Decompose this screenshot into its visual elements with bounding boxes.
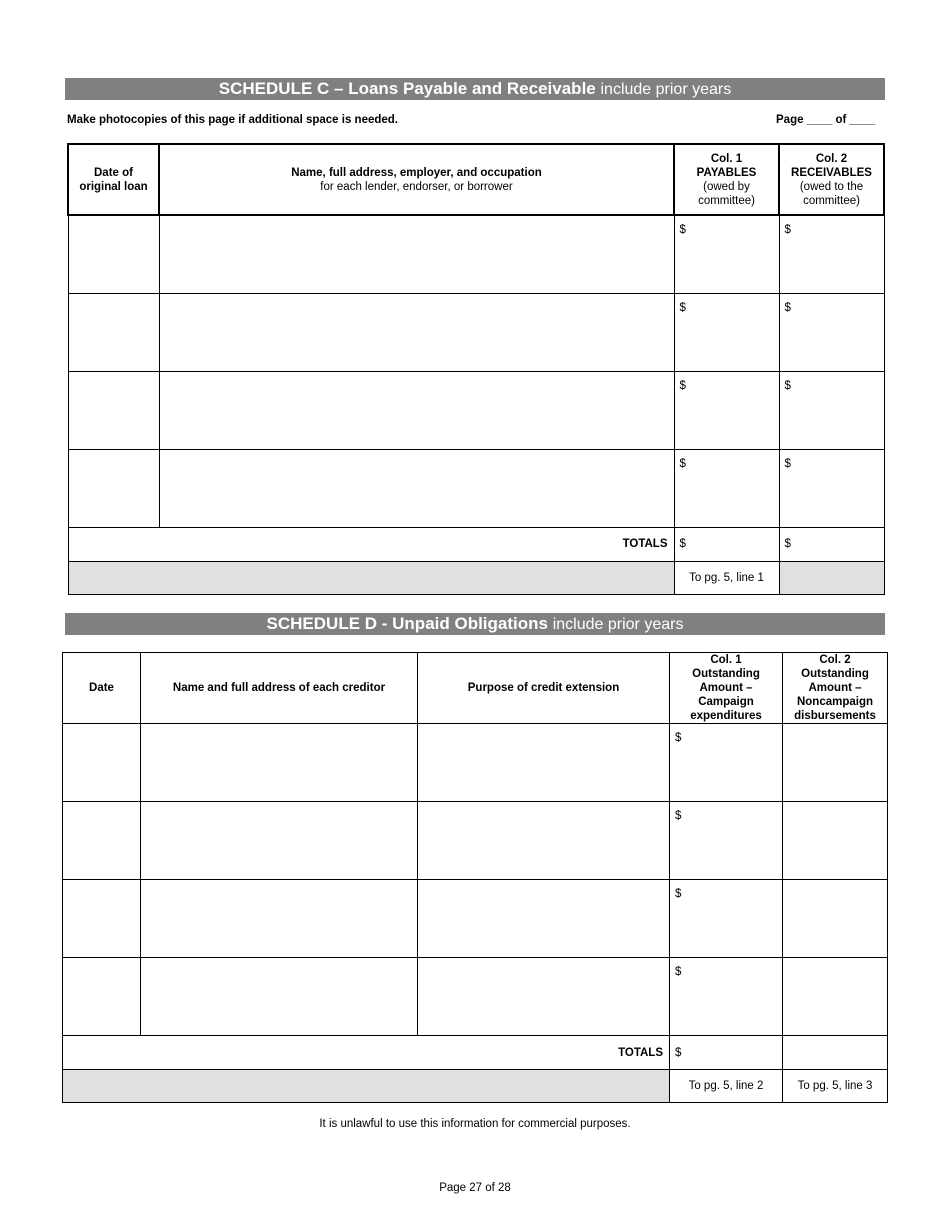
photocopy-note: Make photocopies of this page if additional space is needed. bbox=[67, 114, 399, 126]
campaign-reference: To pg. 5, line 2 bbox=[670, 1070, 783, 1103]
schedule-c-title bbox=[65, 78, 885, 100]
schedule-d-header-row bbox=[63, 653, 888, 724]
table-row bbox=[63, 724, 888, 802]
table-row bbox=[68, 449, 884, 527]
campaign-amount-cell[interactable]: $ bbox=[670, 880, 783, 958]
noncampaign-amount-cell[interactable] bbox=[783, 802, 888, 880]
header-purpose: Purpose of credit extension bbox=[418, 653, 670, 724]
header-name-address: Name, full address, employer, and occupation for each lender, endorser, or borrower bbox=[159, 144, 674, 215]
receivables-cell[interactable]: $ bbox=[779, 215, 884, 293]
page-number: Page 27 of 28 bbox=[439, 1182, 511, 1194]
shaded-cell bbox=[63, 1070, 670, 1103]
date-cell[interactable] bbox=[68, 449, 159, 527]
campaign-amount-cell[interactable]: $ bbox=[670, 958, 783, 1036]
payables-total-cell[interactable]: $ bbox=[674, 527, 779, 561]
header-date-original-loan: Date of original loan bbox=[68, 144, 159, 215]
schedule-c-title-sub: include prior years bbox=[600, 81, 732, 98]
name-cell[interactable] bbox=[159, 371, 674, 449]
date-cell[interactable] bbox=[63, 958, 141, 1036]
receivables-cell[interactable]: $ bbox=[779, 293, 884, 371]
purpose-cell[interactable] bbox=[418, 802, 670, 880]
totals-row bbox=[68, 527, 884, 561]
creditor-cell[interactable] bbox=[141, 880, 418, 958]
name-cell[interactable] bbox=[159, 293, 674, 371]
schedule-c-title-bold: SCHEDULE C – Loans Payable and Receivable bbox=[218, 79, 596, 98]
campaign-amount-cell[interactable]: $ bbox=[670, 802, 783, 880]
noncampaign-reference: To pg. 5, line 3 bbox=[783, 1070, 888, 1103]
date-cell[interactable] bbox=[63, 724, 141, 802]
payables-cell[interactable]: $ bbox=[674, 215, 779, 293]
table-row bbox=[63, 958, 888, 1036]
payables-reference: To pg. 5, line 1 bbox=[674, 561, 779, 594]
campaign-amount-cell[interactable]: $ bbox=[670, 724, 783, 802]
table-row bbox=[68, 371, 884, 449]
shaded-cell bbox=[779, 561, 884, 594]
unlawful-notice: It is unlawful to use this information for commercial purposes. bbox=[319, 1118, 631, 1130]
date-cell[interactable] bbox=[68, 371, 159, 449]
date-cell[interactable] bbox=[68, 215, 159, 293]
header-date: Date bbox=[63, 653, 141, 724]
page-of-field[interactable]: Page ____ of ____ bbox=[776, 114, 876, 126]
purpose-cell[interactable] bbox=[418, 724, 670, 802]
creditor-cell[interactable] bbox=[141, 958, 418, 1036]
totals-label: TOTALS bbox=[63, 1036, 670, 1070]
reference-row bbox=[68, 561, 884, 594]
header-creditor: Name and full address of each creditor bbox=[141, 653, 418, 724]
date-cell[interactable] bbox=[68, 293, 159, 371]
receivables-cell[interactable]: $ bbox=[779, 371, 884, 449]
noncampaign-amount-cell[interactable] bbox=[783, 880, 888, 958]
date-cell[interactable] bbox=[63, 802, 141, 880]
header-col1-payables: Col. 1 PAYABLES (owed by committee) bbox=[674, 144, 779, 215]
name-cell[interactable] bbox=[159, 215, 674, 293]
creditor-cell[interactable] bbox=[141, 724, 418, 802]
shaded-cell bbox=[68, 561, 674, 594]
receivables-total-cell[interactable]: $ bbox=[779, 527, 884, 561]
schedule-d-title-sub: include prior years bbox=[552, 616, 684, 633]
noncampaign-total-cell[interactable] bbox=[783, 1036, 888, 1070]
table-row bbox=[63, 802, 888, 880]
noncampaign-amount-cell[interactable] bbox=[783, 724, 888, 802]
name-cell[interactable] bbox=[159, 449, 674, 527]
table-row bbox=[63, 880, 888, 958]
table-row bbox=[68, 293, 884, 371]
payables-cell[interactable]: $ bbox=[674, 449, 779, 527]
header-col2-noncampaign: Col. 2 Outstanding Amount – Noncampaign disbursements bbox=[783, 653, 888, 724]
campaign-total-cell[interactable]: $ bbox=[670, 1036, 783, 1070]
date-cell[interactable] bbox=[63, 880, 141, 958]
header-col2-receivables: Col. 2 RECEIVABLES (owed to the committee) bbox=[779, 144, 884, 215]
totals-row bbox=[63, 1036, 888, 1070]
purpose-cell[interactable] bbox=[418, 958, 670, 1036]
payables-cell[interactable]: $ bbox=[674, 371, 779, 449]
totals-label: TOTALS bbox=[68, 527, 674, 561]
schedule-d-title-bold: SCHEDULE D - Unpaid Obligations bbox=[266, 614, 548, 633]
creditor-cell[interactable] bbox=[141, 802, 418, 880]
table-row bbox=[68, 215, 884, 293]
purpose-cell[interactable] bbox=[418, 880, 670, 958]
schedule-d-title bbox=[65, 613, 885, 635]
payables-cell[interactable]: $ bbox=[674, 293, 779, 371]
noncampaign-amount-cell[interactable] bbox=[783, 958, 888, 1036]
header-col1-campaign: Col. 1 Outstanding Amount – Campaign expenditures bbox=[670, 653, 783, 724]
receivables-cell[interactable]: $ bbox=[779, 449, 884, 527]
schedule-c-table bbox=[67, 143, 885, 595]
schedule-c-header-row bbox=[68, 144, 884, 215]
reference-row bbox=[63, 1070, 888, 1103]
schedule-d-table bbox=[62, 652, 888, 1103]
